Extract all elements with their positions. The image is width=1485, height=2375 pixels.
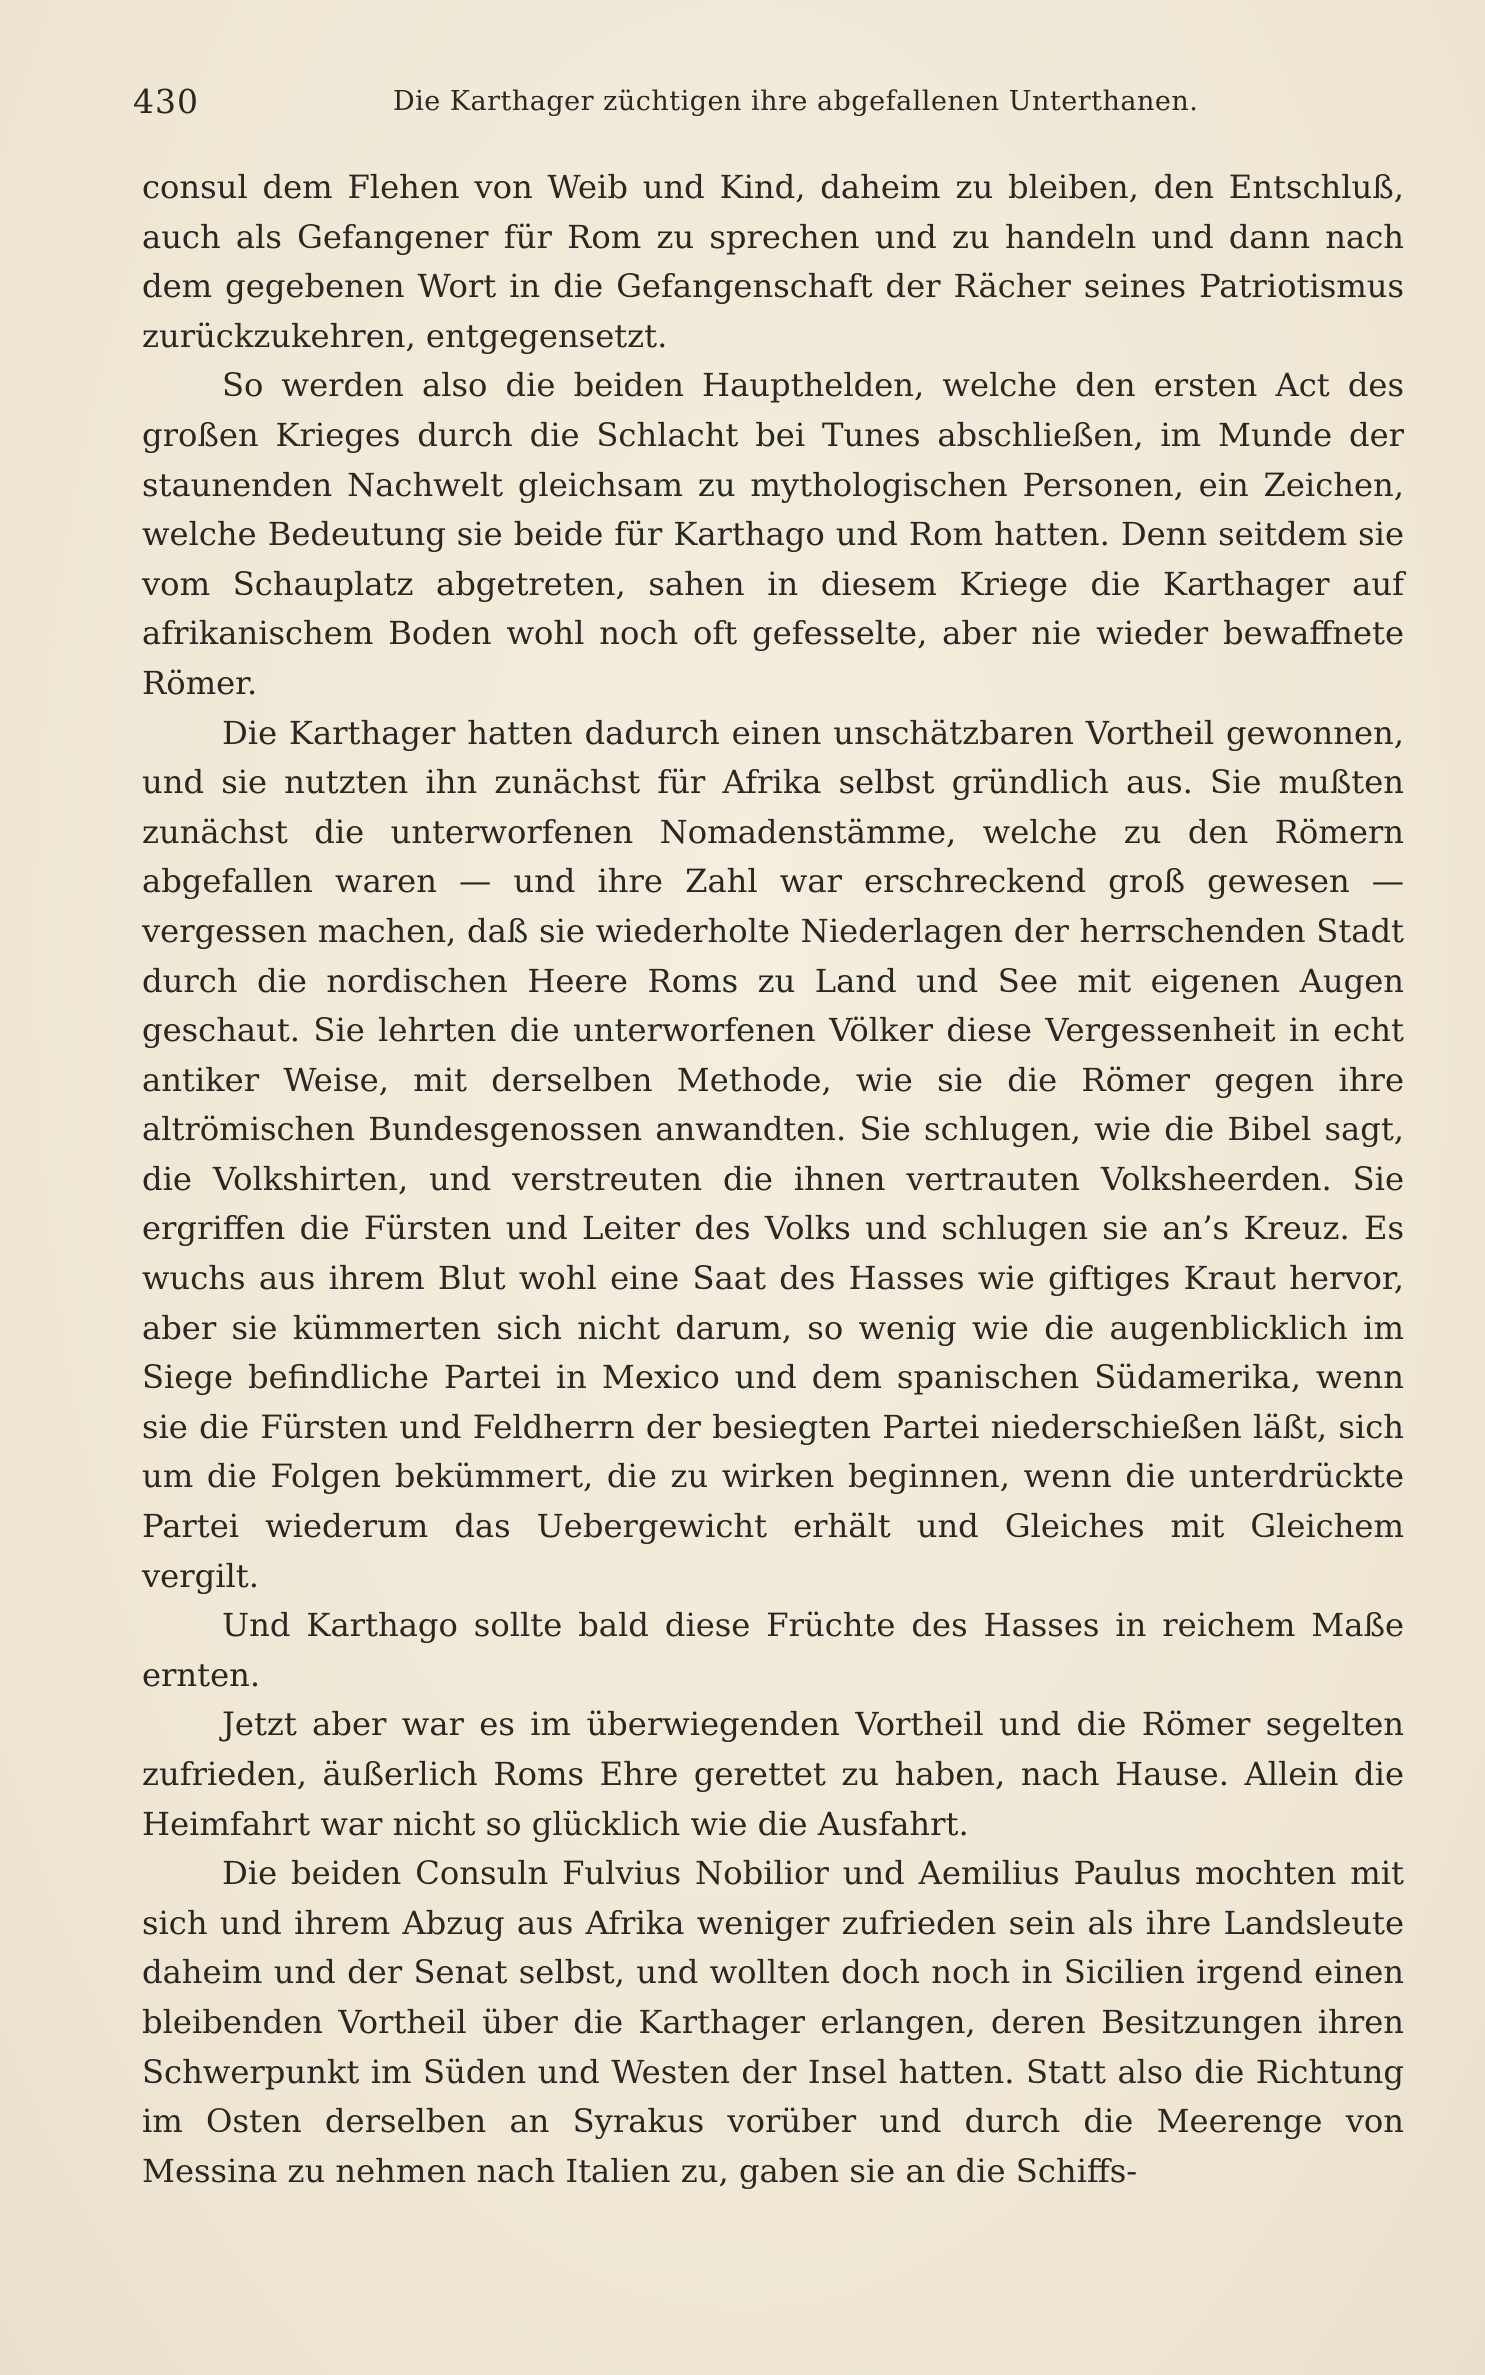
paragraph-1: consul dem Flehen von Weib und Kind, daheim zu bleiben, den Entschluß, auch als Gefangener für Rom zu sprechen und zu handeln und dann nach dem gegebenen Wort in die Gefangenschaft der Rächer seines Patriotismus zurückzukehren, entgegensetzt. bbox=[142, 168, 1404, 355]
page-number: 430 bbox=[133, 82, 199, 121]
paragraph-6: Die beiden Consuln Fulvius Nobilior und Aemilius Paulus mochten mit sich und ihrem Abzug aus Afrika weniger zufrieden sein als ihre Landsleute daheim und der Senat selbst, und wollten doch noch in Sicilien irgend einen bleibenden Vortheil über die Karthager erlangen, deren Besitzungen ihren Schwerpunkt im Süden und Westen der Insel hatten. Statt also die Richtung im Osten derselben an Syrakus vorüber und durch die Meerenge von Messina zu nehmen nach Italien zu, gaben sie an die Schiffs- bbox=[142, 1854, 1404, 2190]
paragraph-3: Die Karthager hatten dadurch einen unschätzbaren Vortheil gewonnen, und sie nutzten ihn zunächst für Afrika selbst gründlich aus. Sie mußten zunächst die unterworfenen Nomadenstämme, welche zu den Römern abgefallen waren — und ihre Zahl war erschreckend groß gewesen — vergessen machen, daß sie wiederholte Niederlagen der herrschenden Stadt durch die nordischen Heere Roms zu Land und See mit eigenen Augen geschaut. Sie lehrten die unterworfenen Völker diese Vergessenheit in echt antiker Weise, mit derselben Methode, wie sie die Römer gegen ihre altrömischen Bundesgenossen anwandten. Sie schlugen, wie die Bibel sagt, die Volkshirten, und verstreuten die ihnen vertrauten Volksheerden. Sie ergriffen die Fürsten und Leiter des Volks und schlugen sie an’s Kreuz. Es wuchs aus ihrem Blut wohl eine Saat des Hasses wie giftiges Kraut hervor, aber sie kümmerten sich nicht darum, so wenig wie die augenblicklich im Siege befindliche Partei in Mexico und dem spanischen Südamerika, wenn sie die Fürsten und Feldherrn der besiegten Partei niederschießen läßt, sich um die Folgen bekümmert, die zu wirken beginnen, wenn die unterdrückte Partei wiederum das Uebergewicht erhält und Gleiches mit Gleichem vergilt. bbox=[142, 713, 1404, 1595]
running-title: Die Karthager züchtigen ihre abgefallenen Unterthanen. bbox=[393, 86, 1199, 117]
paragraph-4: Und Karthago sollte bald diese Früchte des Hasses in reichem Maße ernten. bbox=[142, 1606, 1404, 1694]
body-text bbox=[142, 163, 1404, 2196]
paragraph-2: So werden also die beiden Haupthelden, welche den ersten Act des großen Krieges durch die Schlacht bei Tunes abschließen, im Munde der staunenden Nachwelt gleichsam zu mythologischen Personen, ein Zeichen, welche Bedeutung sie beide für Karthago und Rom hatten. Denn seitdem sie vom Schauplatz abgetreten, sahen in diesem Kriege die Karthager auf afrikanischem Boden wohl noch oft gefesselte, aber nie wieder bewaffnete Römer. bbox=[142, 366, 1404, 702]
paragraph-5: Jetzt aber war es im überwiegenden Vortheil und die Römer segelten zufrieden, äußerlich Roms Ehre gerettet zu haben, nach Hause. Allein die Heimfahrt war nicht so glücklich wie die Ausfahrt. bbox=[142, 1705, 1404, 1843]
page-header bbox=[133, 82, 1403, 132]
